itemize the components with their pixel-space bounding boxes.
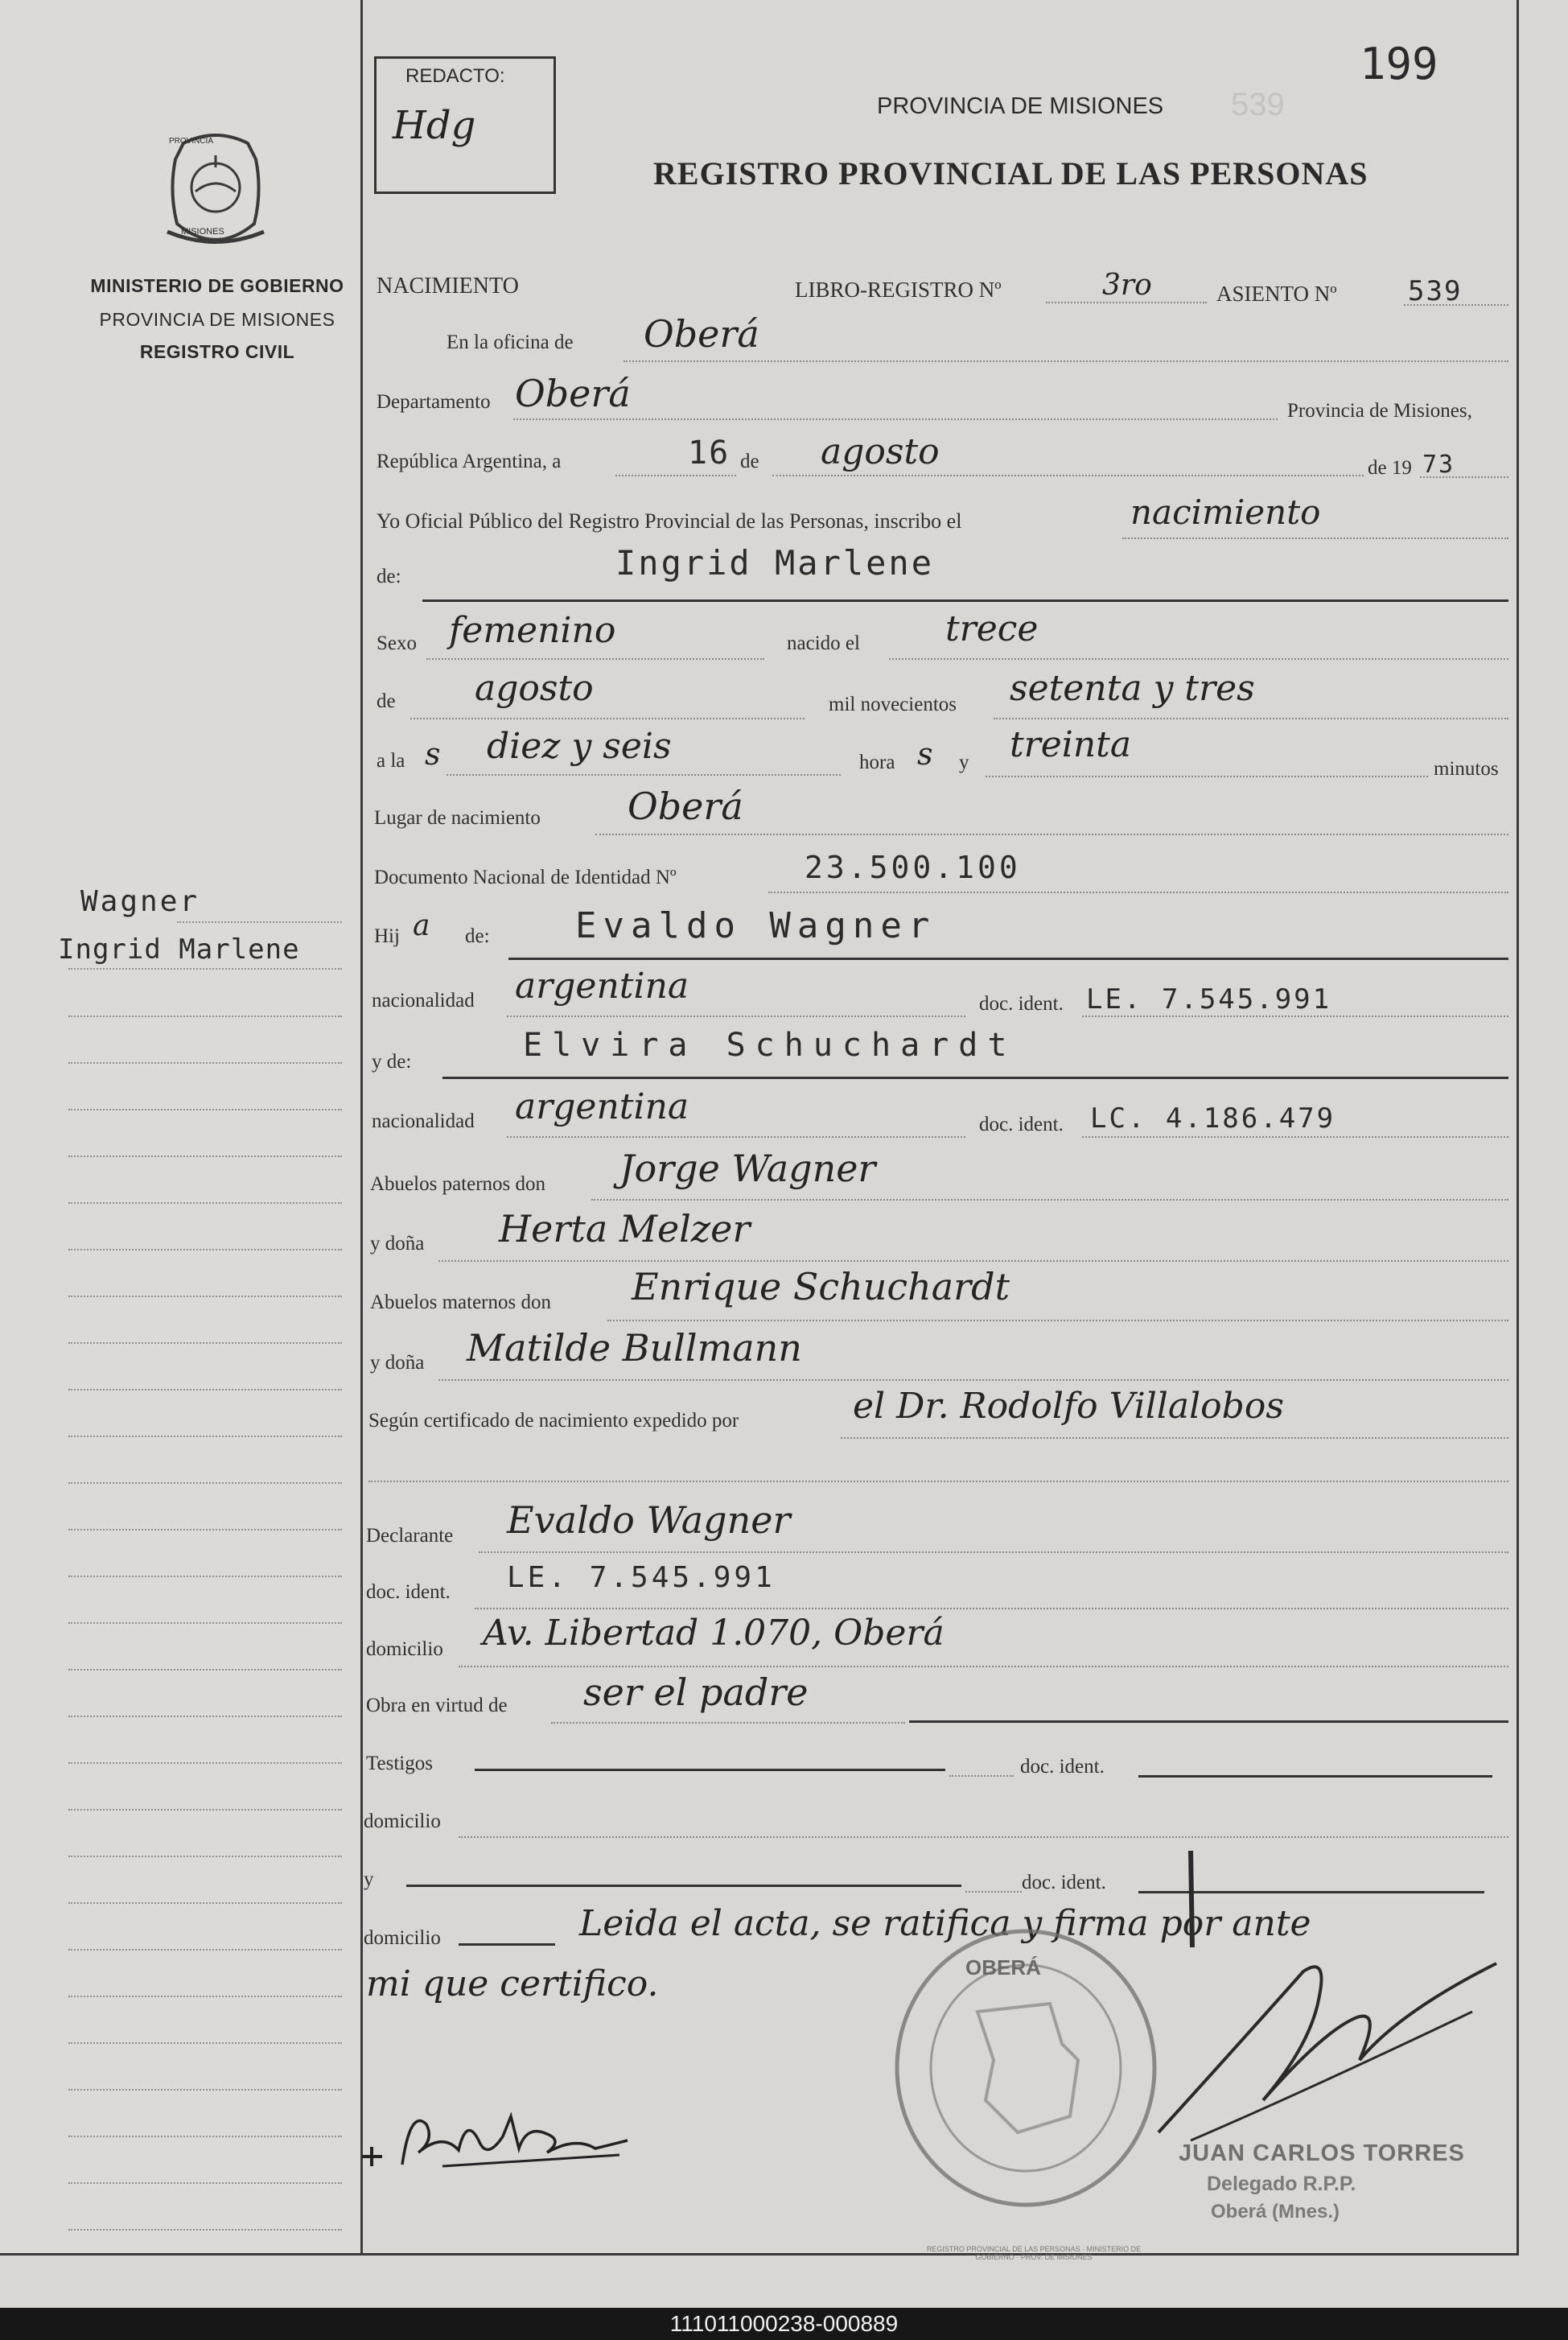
- de-anio-label: de 19: [1368, 457, 1412, 479]
- margin-note-surname: Wagner: [80, 885, 200, 918]
- de-persona-label: de:: [377, 566, 401, 587]
- official-place: Oberá (Mnes.): [1211, 2201, 1340, 2223]
- abuela-materna-label: y doña: [370, 1352, 425, 1374]
- testigo-1-domicilio-label: domicilio: [364, 1811, 441, 1832]
- abuelos-paternos-label: Abuelos paternos don: [370, 1173, 546, 1195]
- margin-note-names: Ingrid Marlene: [58, 933, 300, 966]
- abuelo-paterno-value: Jorge Wagner: [619, 1147, 876, 1190]
- declarante-doc-value: LE. 7.545.991: [507, 1561, 776, 1594]
- redacto-label: REDACTO:: [405, 65, 505, 87]
- testigos-label: Testigos: [366, 1753, 433, 1774]
- madre-value: Elvira Schuchardt: [523, 1027, 1017, 1064]
- declarante-label: Declarante: [366, 1525, 454, 1547]
- madre-nacionalidad-label: nacionalidad: [372, 1110, 475, 1132]
- yo-oficial-label: Yo Oficial Público del Registro Provincial de las Personas, inscribo el: [377, 509, 962, 533]
- y-de-label: y de:: [372, 1051, 412, 1073]
- segun-label: Según certificado de nacimiento expedido por: [368, 1410, 739, 1432]
- official-name: JUAN CARLOS TORRES: [1179, 2140, 1465, 2166]
- official-signature-icon: [1142, 1835, 1512, 2173]
- nacido-anio-value: setenta y tres: [1010, 668, 1255, 709]
- page-number: 199: [1360, 39, 1438, 89]
- archive-code: 111011000238-000889: [669, 2311, 899, 2336]
- abuelo-materno-value: Enrique Schuchardt: [632, 1265, 1010, 1308]
- inscribo-value: nacimiento: [1130, 492, 1321, 532]
- official-role: Delegado R.P.P.: [1207, 2173, 1356, 2195]
- padre-nacionalidad-value: argentina: [515, 966, 689, 1007]
- dni-value: 23.500.100: [805, 850, 1021, 885]
- departamento-value: Oberá: [515, 372, 631, 415]
- hijo-label-prefix: Hij: [374, 925, 400, 947]
- a-la-label: a la: [377, 750, 405, 772]
- nacido-mes-value: agosto: [475, 668, 594, 709]
- sexo-value: femenino: [449, 610, 616, 651]
- obra-label: Obra en virtud de: [366, 1695, 508, 1716]
- testigo-2-domicilio-label: domicilio: [364, 1927, 441, 1949]
- padre-doc-label: doc. ident.: [979, 993, 1064, 1015]
- lugar-value: Oberá: [628, 785, 743, 828]
- padre-doc-value: LE. 7.545.991: [1086, 983, 1332, 1016]
- departamento-label: Departamento: [377, 391, 491, 413]
- dia-value: 16: [688, 435, 730, 472]
- testigo-2-doc-label: doc. ident.: [1022, 1872, 1106, 1893]
- province-title: PROVINCIA DE MISIONES: [877, 93, 1164, 119]
- declarante-domicilio-value: Av. Libertad 1.070, Oberá: [483, 1613, 945, 1654]
- madre-nacionalidad-value: argentina: [515, 1086, 689, 1127]
- de-label: de: [740, 451, 759, 472]
- closing-line-1: Leida el acta, se ratifica y firma por ante: [579, 1903, 1311, 1944]
- nacido-dia-value: trece: [945, 608, 1039, 649]
- provincia-label: Provincia de Misiones,: [1287, 400, 1472, 422]
- hora-suffix: s: [917, 736, 933, 772]
- declarante-domicilio-label: domicilio: [366, 1638, 443, 1660]
- a-la-suffix: s: [425, 736, 441, 772]
- faint-number: 539: [1231, 87, 1285, 122]
- testigo-1-doc-label: doc. ident.: [1020, 1756, 1105, 1778]
- mes-value: agosto: [821, 431, 940, 472]
- hora-value: diez y seis: [487, 726, 672, 767]
- asiento-label: ASIENTO Nº: [1216, 282, 1337, 306]
- madre-doc-value: LC. 4.186.479: [1090, 1102, 1336, 1135]
- dni-label: Documento Nacional de Identidad Nº: [374, 867, 677, 888]
- testigo-2-y-label: y: [364, 1868, 374, 1890]
- y-label: y: [959, 752, 969, 773]
- registry-heading: REGISTRO CIVIL: [139, 341, 295, 362]
- anio-value: 73: [1422, 451, 1455, 479]
- redacto-box: [374, 56, 556, 194]
- page-border-bottom: [0, 2253, 1519, 2256]
- redacto-initials: Hdg: [393, 103, 476, 148]
- lugar-label: Lugar de nacimiento: [374, 807, 541, 829]
- minutos-value: treinta: [1010, 724, 1132, 765]
- madre-doc-label: doc. ident.: [979, 1114, 1064, 1135]
- ministry-heading: MINISTERIO DE GOBIERNO: [90, 275, 344, 296]
- oficina-value: Oberá: [644, 312, 759, 356]
- padre-value: Evaldo Wagner: [575, 905, 936, 946]
- abuelos-maternos-label: Abuelos maternos don: [370, 1292, 551, 1313]
- oficina-label: En la oficina de: [447, 332, 574, 353]
- libro-label: LIBRO-REGISTRO Nº: [795, 278, 1002, 302]
- seal-text-top: PROVINCIA: [169, 137, 214, 146]
- segun-value: el Dr. Rodolfo Villalobos: [853, 1386, 1284, 1427]
- hijo-suffix: a: [413, 909, 430, 942]
- margin-column: [0, 0, 363, 2253]
- closing-line-2: mi que certifico.: [366, 1963, 659, 2004]
- de2-label: de: [377, 690, 396, 712]
- padre-nacionalidad-label: nacionalidad: [372, 990, 475, 1011]
- minutos-label: minutos: [1434, 758, 1499, 780]
- registry-title: REGISTRO PROVINCIAL DE LAS PERSONAS: [653, 155, 1368, 192]
- declarant-signature-icon: [354, 2092, 660, 2181]
- asiento-value: 539: [1408, 275, 1463, 307]
- hijo-label-post: de:: [465, 925, 490, 947]
- hora-label: hora: [859, 752, 895, 773]
- province-heading: PROVINCIA DE MISIONES: [99, 309, 335, 330]
- record-type: NACIMIENTO: [377, 274, 519, 299]
- provincial-seal-icon: [151, 127, 280, 256]
- abuela-paterna-label: y doña: [370, 1233, 425, 1254]
- abuela-paterna-value: Herta Melzer: [499, 1207, 751, 1250]
- stamp-ring-text: REGISTRO PROVINCIAL DE LAS PERSONAS · MINISTERIO DE GOBIERNO · PROV. DE MISIONES: [926, 2245, 1142, 2261]
- declarante-value: Evaldo Wagner: [507, 1498, 791, 1542]
- republica-label: República Argentina, a: [377, 451, 562, 472]
- mil-label: mil novecientos: [829, 694, 957, 715]
- libro-value: 3ro: [1102, 269, 1152, 302]
- obra-value: ser el padre: [583, 1671, 809, 1714]
- declarante-doc-label: doc. ident.: [366, 1581, 451, 1603]
- nacido-label: nacido el: [787, 632, 860, 654]
- abuela-materna-value: Matilde Bullmann: [467, 1326, 802, 1370]
- page-border-right: [1517, 0, 1519, 2253]
- sexo-label: Sexo: [377, 632, 417, 654]
- stamp-center-text: OBERÁ: [965, 1955, 1041, 1980]
- seal-text-bottom: MISIONES: [181, 227, 224, 237]
- nombre-value: Ingrid Marlene: [615, 543, 935, 583]
